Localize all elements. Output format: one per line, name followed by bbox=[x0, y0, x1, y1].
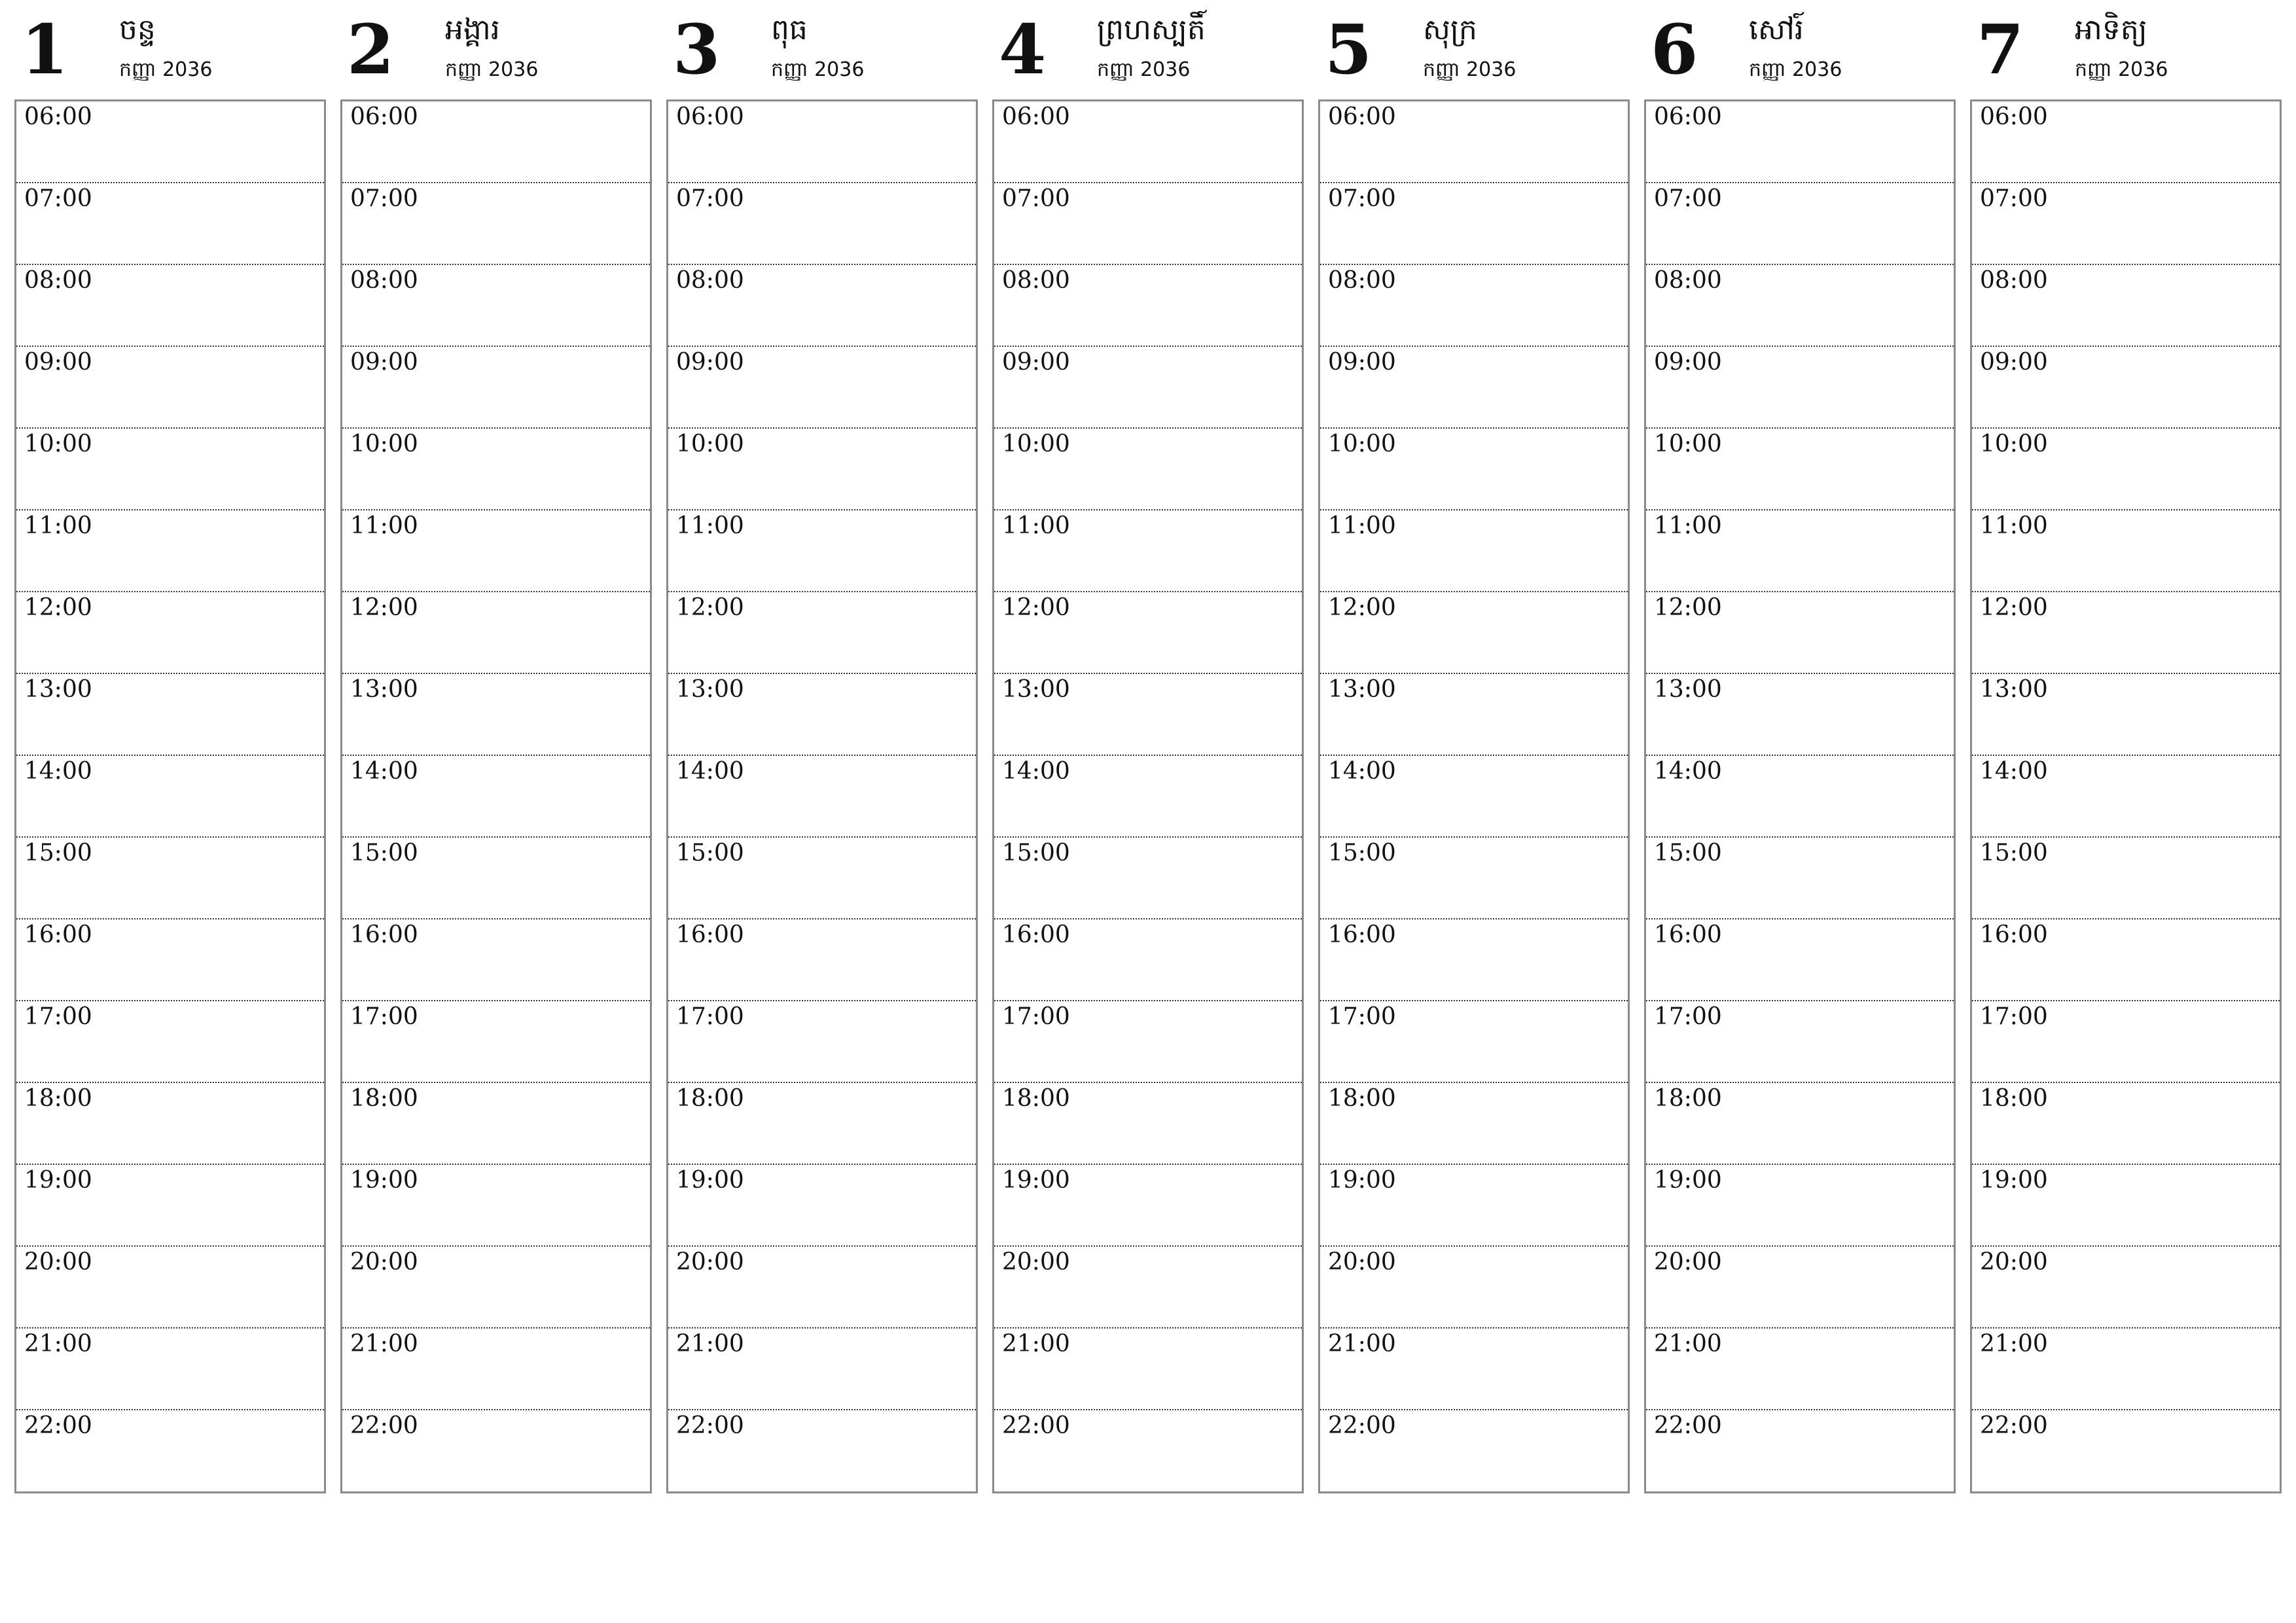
hour-label: 10:00 bbox=[24, 431, 92, 457]
hour-label: 11:00 bbox=[676, 512, 744, 539]
hour-label: 10:00 bbox=[1328, 431, 1396, 457]
hour-label: 06:00 bbox=[676, 103, 744, 130]
hour-slot[interactable] bbox=[1646, 1247, 1954, 1329]
hour-slot[interactable] bbox=[668, 1001, 976, 1083]
hour-label: 13:00 bbox=[24, 676, 92, 703]
hour-label: 20:00 bbox=[24, 1249, 92, 1275]
hour-label: 08:00 bbox=[676, 267, 744, 294]
hour-slot[interactable] bbox=[342, 265, 650, 347]
hour-slot[interactable] bbox=[1972, 756, 2280, 838]
hour-slot[interactable] bbox=[1972, 183, 2280, 265]
hour-label: 19:00 bbox=[1328, 1167, 1396, 1194]
hour-slot[interactable] bbox=[16, 101, 324, 183]
hour-label: 18:00 bbox=[24, 1085, 92, 1112]
weekday-name: អាទិត្យ bbox=[2075, 13, 2147, 46]
hour-slot[interactable] bbox=[668, 838, 976, 919]
hour-label: 11:00 bbox=[1328, 512, 1396, 539]
hour-label: 15:00 bbox=[1002, 840, 1070, 866]
day-number: 7 bbox=[1977, 9, 2024, 90]
hour-label: 11:00 bbox=[1654, 512, 1722, 539]
hour-label: 14:00 bbox=[1980, 758, 2048, 785]
day-header bbox=[1970, 0, 2284, 99]
month-year-label: កញ្ញា 2036 bbox=[2075, 58, 2168, 81]
hour-label: 18:00 bbox=[1654, 1085, 1722, 1112]
hour-slot[interactable] bbox=[994, 510, 1302, 592]
hour-label: 12:00 bbox=[1328, 594, 1396, 621]
hour-slot[interactable] bbox=[668, 1329, 976, 1410]
hour-label: 07:00 bbox=[676, 185, 744, 212]
hour-slot[interactable] bbox=[1646, 183, 1954, 265]
hour-slot[interactable] bbox=[1320, 1329, 1628, 1410]
hour-label: 16:00 bbox=[24, 921, 92, 948]
hour-slot[interactable] bbox=[1646, 1410, 1954, 1494]
hour-slot[interactable] bbox=[16, 1001, 324, 1083]
hour-slot[interactable] bbox=[16, 1247, 324, 1329]
hour-label: 22:00 bbox=[1328, 1412, 1396, 1439]
hour-label: 13:00 bbox=[1328, 676, 1396, 703]
day-column bbox=[1644, 0, 1958, 1439]
hour-label: 12:00 bbox=[1002, 594, 1070, 621]
hour-slot[interactable] bbox=[1320, 1001, 1628, 1083]
hour-slot[interactable] bbox=[1972, 265, 2280, 347]
hour-slot[interactable] bbox=[1972, 1247, 2280, 1329]
day-schedule-box bbox=[666, 99, 978, 1493]
hour-slot[interactable] bbox=[994, 919, 1302, 1001]
hour-slot[interactable] bbox=[342, 1329, 650, 1410]
hour-label: 19:00 bbox=[1654, 1167, 1722, 1194]
hour-label: 20:00 bbox=[676, 1249, 744, 1275]
hour-label: 21:00 bbox=[1654, 1330, 1722, 1357]
hour-slot[interactable] bbox=[342, 1247, 650, 1329]
hour-label: 08:00 bbox=[1328, 267, 1396, 294]
hour-label: 19:00 bbox=[350, 1167, 418, 1194]
hour-slot[interactable] bbox=[994, 838, 1302, 919]
hour-slot[interactable] bbox=[16, 919, 324, 1001]
hour-label: 09:00 bbox=[350, 349, 418, 376]
hour-label: 07:00 bbox=[24, 185, 92, 212]
hour-label: 15:00 bbox=[24, 840, 92, 866]
hour-slot[interactable] bbox=[342, 347, 650, 429]
hour-slot[interactable] bbox=[1972, 592, 2280, 674]
day-column bbox=[992, 0, 1306, 1439]
month-year-label: កញ្ញា 2036 bbox=[119, 58, 213, 81]
hour-label: 10:00 bbox=[1980, 431, 2048, 457]
day-header bbox=[1318, 0, 1632, 99]
hour-slot[interactable] bbox=[1972, 1083, 2280, 1165]
hour-label: 22:00 bbox=[1980, 1412, 2048, 1439]
hour-slot[interactable] bbox=[994, 1410, 1302, 1494]
hour-label: 12:00 bbox=[1654, 594, 1722, 621]
hour-label: 20:00 bbox=[350, 1249, 418, 1275]
hour-label: 09:00 bbox=[24, 349, 92, 376]
hour-slot[interactable] bbox=[994, 592, 1302, 674]
hour-slot[interactable] bbox=[668, 1083, 976, 1165]
hour-slot[interactable] bbox=[1320, 919, 1628, 1001]
hour-slot[interactable] bbox=[1320, 756, 1628, 838]
hour-slot[interactable] bbox=[1972, 674, 2280, 756]
hour-slot[interactable] bbox=[1320, 674, 1628, 756]
hour-slot[interactable] bbox=[1646, 838, 1954, 919]
hour-label: 22:00 bbox=[350, 1412, 418, 1439]
hour-label: 06:00 bbox=[24, 103, 92, 130]
hour-label: 08:00 bbox=[1980, 267, 2048, 294]
hour-label: 12:00 bbox=[1980, 594, 2048, 621]
weekday-name: អង្គារ bbox=[445, 13, 500, 46]
hour-slot[interactable] bbox=[16, 1410, 324, 1494]
hour-label: 07:00 bbox=[350, 185, 418, 212]
hour-slot[interactable] bbox=[1320, 838, 1628, 919]
hour-label: 19:00 bbox=[1002, 1167, 1070, 1194]
hour-slot[interactable] bbox=[16, 1329, 324, 1410]
hour-slot[interactable] bbox=[1972, 347, 2280, 429]
day-column bbox=[1970, 0, 2284, 1439]
hour-label: 13:00 bbox=[1654, 676, 1722, 703]
hour-slot[interactable] bbox=[1972, 1410, 2280, 1494]
hour-label: 11:00 bbox=[350, 512, 418, 539]
day-schedule-box bbox=[340, 99, 652, 1493]
hour-slot[interactable] bbox=[1646, 1329, 1954, 1410]
hour-label: 06:00 bbox=[350, 103, 418, 130]
hour-slot[interactable] bbox=[668, 510, 976, 592]
hour-slot[interactable] bbox=[1972, 919, 2280, 1001]
hour-label: 13:00 bbox=[350, 676, 418, 703]
hour-slot[interactable] bbox=[342, 674, 650, 756]
hour-slot[interactable] bbox=[16, 838, 324, 919]
hour-label: 17:00 bbox=[676, 1003, 744, 1030]
hour-label: 15:00 bbox=[1328, 840, 1396, 866]
hour-label: 22:00 bbox=[1002, 1412, 1070, 1439]
hour-label: 10:00 bbox=[1654, 431, 1722, 457]
day-number: 4 bbox=[999, 9, 1047, 90]
hour-label: 15:00 bbox=[1980, 840, 2048, 866]
hour-label: 11:00 bbox=[1002, 512, 1070, 539]
hour-slot[interactable] bbox=[342, 101, 650, 183]
hour-slot[interactable] bbox=[1646, 265, 1954, 347]
hour-slot[interactable] bbox=[994, 674, 1302, 756]
hour-label: 21:00 bbox=[24, 1330, 92, 1357]
hour-slot[interactable] bbox=[668, 1410, 976, 1494]
hour-label: 20:00 bbox=[1328, 1249, 1396, 1275]
hour-label: 08:00 bbox=[1654, 267, 1722, 294]
hour-label: 16:00 bbox=[1328, 921, 1396, 948]
hour-slot[interactable] bbox=[16, 592, 324, 674]
hour-slot[interactable] bbox=[342, 510, 650, 592]
hour-label: 10:00 bbox=[350, 431, 418, 457]
weekday-name: សុក្រ bbox=[1423, 13, 1477, 46]
hour-slot[interactable] bbox=[1646, 347, 1954, 429]
hour-label: 09:00 bbox=[1328, 349, 1396, 376]
hour-label: 08:00 bbox=[1002, 267, 1070, 294]
hour-label: 10:00 bbox=[1002, 431, 1070, 457]
hour-slot[interactable] bbox=[1972, 1001, 2280, 1083]
hour-slot[interactable] bbox=[668, 674, 976, 756]
hour-label: 14:00 bbox=[676, 758, 744, 785]
hour-label: 22:00 bbox=[676, 1412, 744, 1439]
hour-label: 16:00 bbox=[1002, 921, 1070, 948]
hour-slot[interactable] bbox=[342, 592, 650, 674]
hour-label: 16:00 bbox=[1980, 921, 2048, 948]
weekday-name: ចន្ទ bbox=[119, 13, 156, 46]
day-column bbox=[14, 0, 329, 1439]
hour-label: 11:00 bbox=[1980, 512, 2048, 539]
hour-label: 21:00 bbox=[1328, 1330, 1396, 1357]
hour-label: 12:00 bbox=[350, 594, 418, 621]
day-column bbox=[666, 0, 980, 1439]
hour-label: 09:00 bbox=[1002, 349, 1070, 376]
hour-label: 13:00 bbox=[676, 676, 744, 703]
hour-label: 09:00 bbox=[676, 349, 744, 376]
hour-slot[interactable] bbox=[16, 183, 324, 265]
hour-slot[interactable] bbox=[994, 1329, 1302, 1410]
month-year-label: កញ្ញា 2036 bbox=[771, 58, 865, 81]
hour-slot[interactable] bbox=[994, 101, 1302, 183]
hour-slot[interactable] bbox=[1320, 429, 1628, 510]
day-number: 2 bbox=[347, 9, 395, 90]
hour-slot[interactable] bbox=[1646, 1083, 1954, 1165]
hour-label: 17:00 bbox=[1328, 1003, 1396, 1030]
hour-slot[interactable] bbox=[342, 1001, 650, 1083]
hour-label: 21:00 bbox=[676, 1330, 744, 1357]
day-header bbox=[1644, 0, 1958, 99]
hour-slot[interactable] bbox=[668, 1165, 976, 1247]
hour-label: 13:00 bbox=[1002, 676, 1070, 703]
hour-slot[interactable] bbox=[342, 183, 650, 265]
hour-label: 22:00 bbox=[1654, 1412, 1722, 1439]
hour-label: 07:00 bbox=[1654, 185, 1722, 212]
hour-slot[interactable] bbox=[16, 265, 324, 347]
hour-label: 13:00 bbox=[1980, 676, 2048, 703]
hour-slot[interactable] bbox=[342, 756, 650, 838]
month-year-label: កញ្ញា 2036 bbox=[445, 58, 539, 81]
hour-label: 19:00 bbox=[1980, 1167, 2048, 1194]
hour-slot[interactable] bbox=[1646, 674, 1954, 756]
hour-label: 11:00 bbox=[24, 512, 92, 539]
hour-label: 19:00 bbox=[676, 1167, 744, 1194]
hour-slot[interactable] bbox=[342, 1083, 650, 1165]
hour-slot[interactable] bbox=[1320, 183, 1628, 265]
hour-label: 06:00 bbox=[1980, 103, 2048, 130]
hour-slot[interactable] bbox=[1646, 510, 1954, 592]
hour-slot[interactable] bbox=[668, 756, 976, 838]
hour-label: 18:00 bbox=[1002, 1085, 1070, 1112]
hour-label: 09:00 bbox=[1654, 349, 1722, 376]
hour-slot[interactable] bbox=[1320, 1083, 1628, 1165]
day-schedule-box bbox=[1318, 99, 1630, 1493]
hour-slot[interactable] bbox=[342, 919, 650, 1001]
hour-slot[interactable] bbox=[668, 429, 976, 510]
hour-label: 06:00 bbox=[1002, 103, 1070, 130]
hour-slot[interactable] bbox=[1320, 592, 1628, 674]
hour-label: 22:00 bbox=[24, 1412, 92, 1439]
day-column bbox=[340, 0, 655, 1439]
hour-slot[interactable] bbox=[994, 429, 1302, 510]
hour-label: 17:00 bbox=[24, 1003, 92, 1030]
hour-slot[interactable] bbox=[16, 1083, 324, 1165]
day-number: 1 bbox=[21, 9, 69, 90]
day-schedule-box bbox=[14, 99, 326, 1493]
hour-slot[interactable] bbox=[668, 592, 976, 674]
hour-label: 14:00 bbox=[350, 758, 418, 785]
hour-slot[interactable] bbox=[994, 183, 1302, 265]
hour-slot[interactable] bbox=[342, 1165, 650, 1247]
hour-slot[interactable] bbox=[1646, 756, 1954, 838]
hour-label: 18:00 bbox=[1328, 1085, 1396, 1112]
hour-label: 18:00 bbox=[350, 1085, 418, 1112]
hour-label: 20:00 bbox=[1654, 1249, 1722, 1275]
hour-slot[interactable] bbox=[16, 347, 324, 429]
hour-label: 06:00 bbox=[1654, 103, 1722, 130]
hour-label: 16:00 bbox=[676, 921, 744, 948]
hour-label: 14:00 bbox=[24, 758, 92, 785]
hour-label: 07:00 bbox=[1328, 185, 1396, 212]
hour-slot[interactable] bbox=[668, 1247, 976, 1329]
hour-label: 10:00 bbox=[676, 431, 744, 457]
hour-slot[interactable] bbox=[1320, 1247, 1628, 1329]
hour-label: 09:00 bbox=[1980, 349, 2048, 376]
hour-slot[interactable] bbox=[1320, 1410, 1628, 1494]
hour-slot[interactable] bbox=[16, 510, 324, 592]
hour-label: 20:00 bbox=[1980, 1249, 2048, 1275]
hour-slot[interactable] bbox=[1972, 101, 2280, 183]
hour-label: 17:00 bbox=[1002, 1003, 1070, 1030]
hour-label: 08:00 bbox=[350, 267, 418, 294]
hour-label: 08:00 bbox=[24, 267, 92, 294]
hour-slot[interactable] bbox=[16, 756, 324, 838]
weekday-name: ពុធ bbox=[771, 13, 808, 46]
hour-label: 12:00 bbox=[24, 594, 92, 621]
hour-label: 16:00 bbox=[1654, 921, 1722, 948]
hour-label: 07:00 bbox=[1980, 185, 2048, 212]
hour-slot[interactable] bbox=[668, 101, 976, 183]
day-header bbox=[14, 0, 329, 99]
hour-label: 14:00 bbox=[1328, 758, 1396, 785]
month-year-label: កញ្ញា 2036 bbox=[1749, 58, 1842, 81]
hour-slot[interactable] bbox=[1646, 429, 1954, 510]
hour-slot[interactable] bbox=[668, 183, 976, 265]
month-year-label: កញ្ញា 2036 bbox=[1097, 58, 1191, 81]
day-number: 3 bbox=[673, 9, 721, 90]
hour-slot[interactable] bbox=[1646, 1001, 1954, 1083]
day-column bbox=[1318, 0, 1632, 1439]
hour-label: 21:00 bbox=[1980, 1330, 2048, 1357]
hour-slot[interactable] bbox=[1320, 1165, 1628, 1247]
hour-slot[interactable] bbox=[994, 1083, 1302, 1165]
day-header bbox=[340, 0, 655, 99]
hour-slot[interactable] bbox=[994, 1165, 1302, 1247]
hour-slot[interactable] bbox=[994, 1001, 1302, 1083]
hour-slot[interactable] bbox=[668, 347, 976, 429]
weekday-name: ព្រហស្បតិ៍ bbox=[1097, 13, 1206, 46]
hour-label: 14:00 bbox=[1002, 758, 1070, 785]
month-year-label: កញ្ញា 2036 bbox=[1423, 58, 1516, 81]
hour-label: 17:00 bbox=[350, 1003, 418, 1030]
hour-slot[interactable] bbox=[342, 429, 650, 510]
hour-label: 17:00 bbox=[1654, 1003, 1722, 1030]
hour-slot[interactable] bbox=[342, 1410, 650, 1494]
hour-slot[interactable] bbox=[1972, 838, 2280, 919]
hour-label: 14:00 bbox=[1654, 758, 1722, 785]
day-header bbox=[666, 0, 980, 99]
hour-slot[interactable] bbox=[1972, 1165, 2280, 1247]
hour-label: 17:00 bbox=[1980, 1003, 2048, 1030]
weekday-name: សៅរ៍ bbox=[1749, 13, 1804, 46]
hour-slot[interactable] bbox=[994, 347, 1302, 429]
hour-label: 20:00 bbox=[1002, 1249, 1070, 1275]
hour-label: 15:00 bbox=[350, 840, 418, 866]
hour-slot[interactable] bbox=[668, 265, 976, 347]
hour-label: 18:00 bbox=[676, 1085, 744, 1112]
hour-slot[interactable] bbox=[1646, 592, 1954, 674]
hour-slot[interactable] bbox=[342, 838, 650, 919]
hour-slot[interactable] bbox=[1972, 510, 2280, 592]
hour-slot[interactable] bbox=[16, 1165, 324, 1247]
day-header bbox=[992, 0, 1306, 99]
hour-slot[interactable] bbox=[1320, 347, 1628, 429]
day-number: 5 bbox=[1325, 9, 1372, 90]
hour-label: 21:00 bbox=[1002, 1330, 1070, 1357]
hour-label: 15:00 bbox=[676, 840, 744, 866]
hour-slot[interactable] bbox=[16, 429, 324, 510]
hour-slot[interactable] bbox=[1320, 510, 1628, 592]
day-number: 6 bbox=[1651, 9, 1698, 90]
hour-slot[interactable] bbox=[1320, 101, 1628, 183]
hour-slot[interactable] bbox=[1972, 1329, 2280, 1410]
hour-label: 15:00 bbox=[1654, 840, 1722, 866]
day-schedule-box bbox=[1644, 99, 1956, 1493]
hour-slot[interactable] bbox=[994, 265, 1302, 347]
hour-slot[interactable] bbox=[16, 674, 324, 756]
hour-slot[interactable] bbox=[668, 919, 976, 1001]
hour-label: 19:00 bbox=[24, 1167, 92, 1194]
hour-slot[interactable] bbox=[1320, 265, 1628, 347]
hour-slot[interactable] bbox=[1646, 919, 1954, 1001]
hour-label: 06:00 bbox=[1328, 103, 1396, 130]
hour-slot[interactable] bbox=[1646, 101, 1954, 183]
day-schedule-box bbox=[1970, 99, 2282, 1493]
day-schedule-box bbox=[992, 99, 1304, 1493]
hour-slot[interactable] bbox=[994, 1247, 1302, 1329]
hour-slot[interactable] bbox=[1646, 1165, 1954, 1247]
hour-label: 16:00 bbox=[350, 921, 418, 948]
hour-label: 07:00 bbox=[1002, 185, 1070, 212]
hour-label: 12:00 bbox=[676, 594, 744, 621]
hour-label: 21:00 bbox=[350, 1330, 418, 1357]
hour-slot[interactable] bbox=[1972, 429, 2280, 510]
hour-label: 18:00 bbox=[1980, 1085, 2048, 1112]
hour-slot[interactable] bbox=[994, 756, 1302, 838]
